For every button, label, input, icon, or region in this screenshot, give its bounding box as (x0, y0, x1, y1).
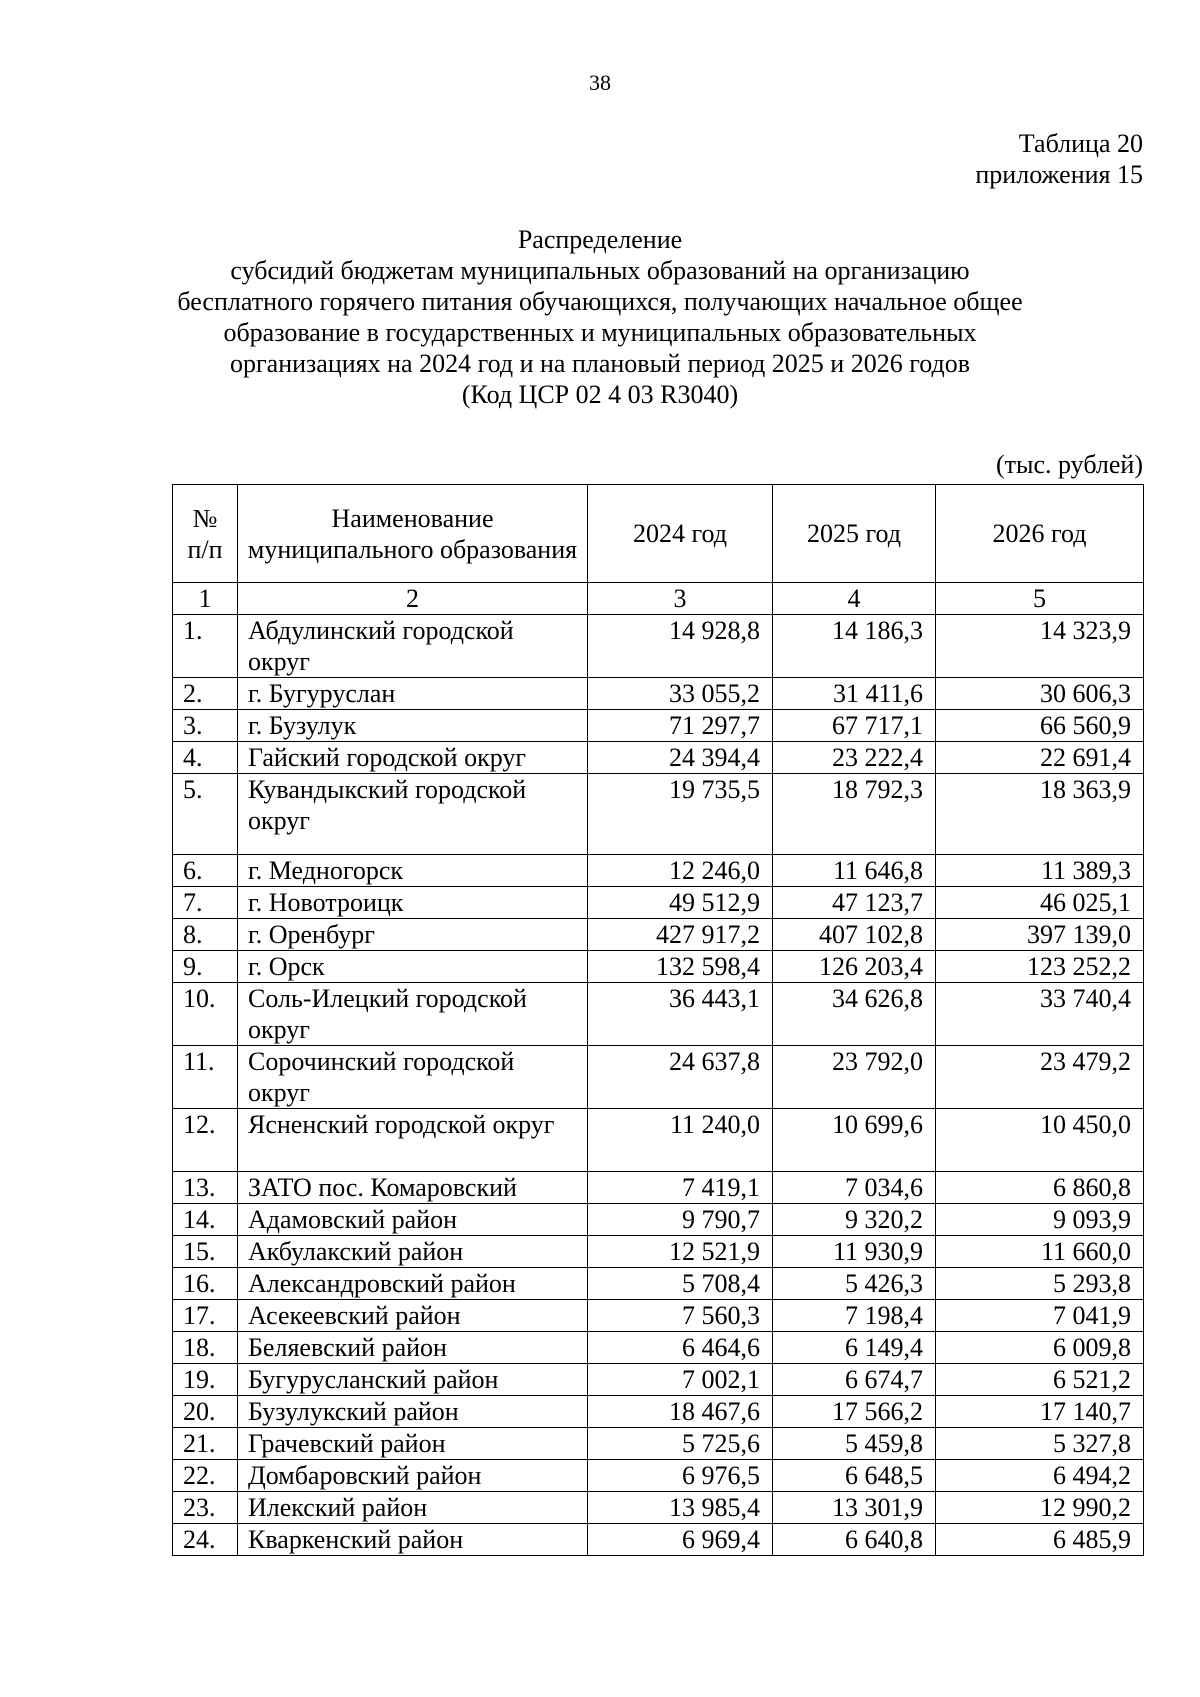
table-row (173, 1396, 1144, 1428)
municipality-name: Бузулукский район (238, 1396, 588, 1428)
value-2025: 10 699,6 (773, 1109, 936, 1172)
table-row (173, 983, 1144, 1046)
municipality-name: г. Орск (238, 951, 588, 983)
value-2025: 14 186,3 (773, 615, 936, 678)
header-2026: 2026 год (936, 485, 1144, 583)
table-row (173, 1332, 1144, 1364)
value-2025: 407 102,8 (773, 919, 936, 951)
column-number: 1 (173, 583, 238, 615)
value-2025: 34 626,8 (773, 983, 936, 1046)
value-2024: 12 521,9 (588, 1236, 773, 1268)
value-2025: 6 149,4 (773, 1332, 936, 1364)
municipality-name: Акбулакский район (238, 1236, 588, 1268)
value-2024: 132 598,4 (588, 951, 773, 983)
municipality-name: Асекеевский район (238, 1300, 588, 1332)
value-2025: 13 301,9 (773, 1492, 936, 1524)
value-2026: 123 252,2 (936, 951, 1144, 983)
table-row (173, 774, 1144, 855)
value-2024: 6 464,6 (588, 1332, 773, 1364)
table-ref-line2: приложения 15 (975, 160, 1143, 189)
subsidy-table (172, 484, 1144, 1556)
municipality-name: Домбаровский район (238, 1460, 588, 1492)
value-2026: 6 860,8 (936, 1172, 1144, 1204)
municipality-name: Гайский городской округ (238, 742, 588, 774)
value-2024: 7 419,1 (588, 1172, 773, 1204)
municipality-name: г. Новотроицк (238, 887, 588, 919)
row-number: 13. (173, 1172, 238, 1204)
municipality-name: Соль-Илецкий городской округ (238, 983, 588, 1046)
value-2024: 49 512,9 (588, 887, 773, 919)
table-reference (975, 128, 1143, 190)
table-row (173, 855, 1144, 887)
value-2026: 9 093,9 (936, 1204, 1144, 1236)
row-number: 10. (173, 983, 238, 1046)
column-number: 3 (588, 583, 773, 615)
value-2024: 13 985,4 (588, 1492, 773, 1524)
municipality-name: ЗАТО пос. Комаровский (238, 1172, 588, 1204)
municipality-name: Александровский район (238, 1268, 588, 1300)
value-2026: 5 293,8 (936, 1268, 1144, 1300)
value-2024: 12 246,0 (588, 855, 773, 887)
value-2026: 14 323,9 (936, 615, 1144, 678)
value-2026: 30 606,3 (936, 678, 1144, 710)
value-2024: 36 443,1 (588, 983, 773, 1046)
value-2026: 6 009,8 (936, 1332, 1144, 1364)
value-2026: 10 450,0 (936, 1109, 1144, 1172)
row-number: 21. (173, 1428, 238, 1460)
row-number: 4. (173, 742, 238, 774)
value-2025: 6 640,8 (773, 1524, 936, 1556)
value-2026: 5 327,8 (936, 1428, 1144, 1460)
municipality-name: Грачевский район (238, 1428, 588, 1460)
value-2026: 7 041,9 (936, 1300, 1144, 1332)
title-line-2: субсидий бюджетам муниципальных образований на организацию (230, 256, 970, 285)
row-number: 19. (173, 1364, 238, 1396)
table-row (173, 1460, 1144, 1492)
value-2024: 71 297,7 (588, 710, 773, 742)
value-2025: 7 034,6 (773, 1172, 936, 1204)
value-2025: 9 320,2 (773, 1204, 936, 1236)
header-2025: 2025 год (773, 485, 936, 583)
value-2025: 7 198,4 (773, 1300, 936, 1332)
municipality-name: Илекский район (238, 1492, 588, 1524)
document-title (100, 224, 1100, 410)
value-2024: 7 560,3 (588, 1300, 773, 1332)
row-number: 24. (173, 1524, 238, 1556)
value-2025: 67 717,1 (773, 710, 936, 742)
row-number: 18. (173, 1332, 238, 1364)
table-row (173, 1492, 1144, 1524)
value-2025: 47 123,7 (773, 887, 936, 919)
value-2024: 14 928,8 (588, 615, 773, 678)
table-row (173, 1300, 1144, 1332)
row-number: 6. (173, 855, 238, 887)
value-2025: 11 646,8 (773, 855, 936, 887)
municipality-name: Адамовский район (238, 1204, 588, 1236)
table-row (173, 1364, 1144, 1396)
title-line-1: Распределение (517, 225, 683, 254)
page-number: 38 (589, 70, 611, 95)
municipality-name: Беляевский район (238, 1332, 588, 1364)
table-row (173, 1268, 1144, 1300)
row-number: 9. (173, 951, 238, 983)
row-number: 16. (173, 1268, 238, 1300)
table-body (173, 615, 1144, 1556)
table-row (173, 1172, 1144, 1204)
table-row (173, 919, 1144, 951)
title-line-4: образование в государственных и муниципальных образовательных (223, 318, 977, 347)
value-2026: 6 485,9 (936, 1524, 1144, 1556)
row-number: 22. (173, 1460, 238, 1492)
table-row (173, 678, 1144, 710)
value-2024: 5 725,6 (588, 1428, 773, 1460)
row-number: 15. (173, 1236, 238, 1268)
municipality-name: Кваркенский район (238, 1524, 588, 1556)
table-ref-line1: Таблица 20 (1018, 129, 1143, 158)
value-2024: 19 735,5 (588, 774, 773, 855)
municipality-name: г. Бузулук (238, 710, 588, 742)
value-2026: 17 140,7 (936, 1396, 1144, 1428)
table-row (173, 887, 1144, 919)
value-2024: 6 976,5 (588, 1460, 773, 1492)
table-row (173, 742, 1144, 774)
value-2024: 5 708,4 (588, 1268, 773, 1300)
header-num: № п/п (173, 485, 238, 583)
row-number: 14. (173, 1204, 238, 1236)
row-number: 7. (173, 887, 238, 919)
header-2024: 2024 год (588, 485, 773, 583)
header-name: Наименование муниципального образования (238, 485, 588, 583)
municipality-name: Бугурусланский район (238, 1364, 588, 1396)
value-2025: 18 792,3 (773, 774, 936, 855)
value-2024: 11 240,0 (588, 1109, 773, 1172)
value-2025: 23 222,4 (773, 742, 936, 774)
value-2026: 23 479,2 (936, 1046, 1144, 1109)
table-row (173, 1204, 1144, 1236)
row-number: 1. (173, 615, 238, 678)
value-2026: 46 025,1 (936, 887, 1144, 919)
value-2024: 9 790,7 (588, 1204, 773, 1236)
column-number: 5 (936, 583, 1144, 615)
row-number: 20. (173, 1396, 238, 1428)
value-2026: 33 740,4 (936, 983, 1144, 1046)
value-2024: 18 467,6 (588, 1396, 773, 1428)
value-2026: 11 389,3 (936, 855, 1144, 887)
row-number: 8. (173, 919, 238, 951)
row-number: 12. (173, 1109, 238, 1172)
title-line-6: (Код ЦСР 02 4 03 R3040) (461, 380, 739, 409)
municipality-name: Кувандыкский городской округ (238, 774, 588, 855)
table-row (173, 1428, 1144, 1460)
table-row (173, 1524, 1144, 1556)
value-2025: 17 566,2 (773, 1396, 936, 1428)
municipality-name: г. Оренбург (238, 919, 588, 951)
table-row (173, 615, 1144, 678)
value-2025: 6 648,5 (773, 1460, 936, 1492)
municipality-name: Сорочинский городской округ (238, 1046, 588, 1109)
value-2024: 427 917,2 (588, 919, 773, 951)
value-2026: 12 990,2 (936, 1492, 1144, 1524)
value-2025: 23 792,0 (773, 1046, 936, 1109)
value-2025: 31 411,6 (773, 678, 936, 710)
value-2025: 5 426,3 (773, 1268, 936, 1300)
row-number: 3. (173, 710, 238, 742)
value-2024: 24 394,4 (588, 742, 773, 774)
row-number: 11. (173, 1046, 238, 1109)
table-row (173, 710, 1144, 742)
title-line-3: бесплатного горячего питания обучающихся, получающих начальное общее (177, 287, 1023, 316)
municipality-name: г. Медногорск (238, 855, 588, 887)
municipality-name: Абдулинский городской округ (238, 615, 588, 678)
value-2026: 397 139,0 (936, 919, 1144, 951)
column-number-row (173, 583, 1144, 615)
value-2026: 18 363,9 (936, 774, 1144, 855)
value-2024: 7 002,1 (588, 1364, 773, 1396)
table-row (173, 1109, 1144, 1172)
value-2024: 33 055,2 (588, 678, 773, 710)
row-number: 5. (173, 774, 238, 855)
value-2026: 66 560,9 (936, 710, 1144, 742)
row-number: 2. (173, 678, 238, 710)
table-row (173, 1046, 1144, 1109)
value-2024: 24 637,8 (588, 1046, 773, 1109)
value-2025: 126 203,4 (773, 951, 936, 983)
municipality-name: г. Бугуруслан (238, 678, 588, 710)
column-number: 4 (773, 583, 936, 615)
table-row (173, 1236, 1144, 1268)
value-2026: 11 660,0 (936, 1236, 1144, 1268)
value-2026: 6 521,2 (936, 1364, 1144, 1396)
value-2024: 6 969,4 (588, 1524, 773, 1556)
value-2026: 22 691,4 (936, 742, 1144, 774)
unit-note: (тыс. рублей) (995, 450, 1143, 479)
row-number: 17. (173, 1300, 238, 1332)
title-line-5: организациях на 2024 год и на плановый период 2025 и 2026 годов (230, 349, 970, 378)
table-header-row (173, 485, 1144, 583)
municipality-name: Ясненский городской округ (238, 1109, 588, 1172)
value-2026: 6 494,2 (936, 1460, 1144, 1492)
row-number: 23. (173, 1492, 238, 1524)
value-2025: 5 459,8 (773, 1428, 936, 1460)
column-number: 2 (238, 583, 588, 615)
table-row (173, 951, 1144, 983)
value-2025: 11 930,9 (773, 1236, 936, 1268)
value-2025: 6 674,7 (773, 1364, 936, 1396)
